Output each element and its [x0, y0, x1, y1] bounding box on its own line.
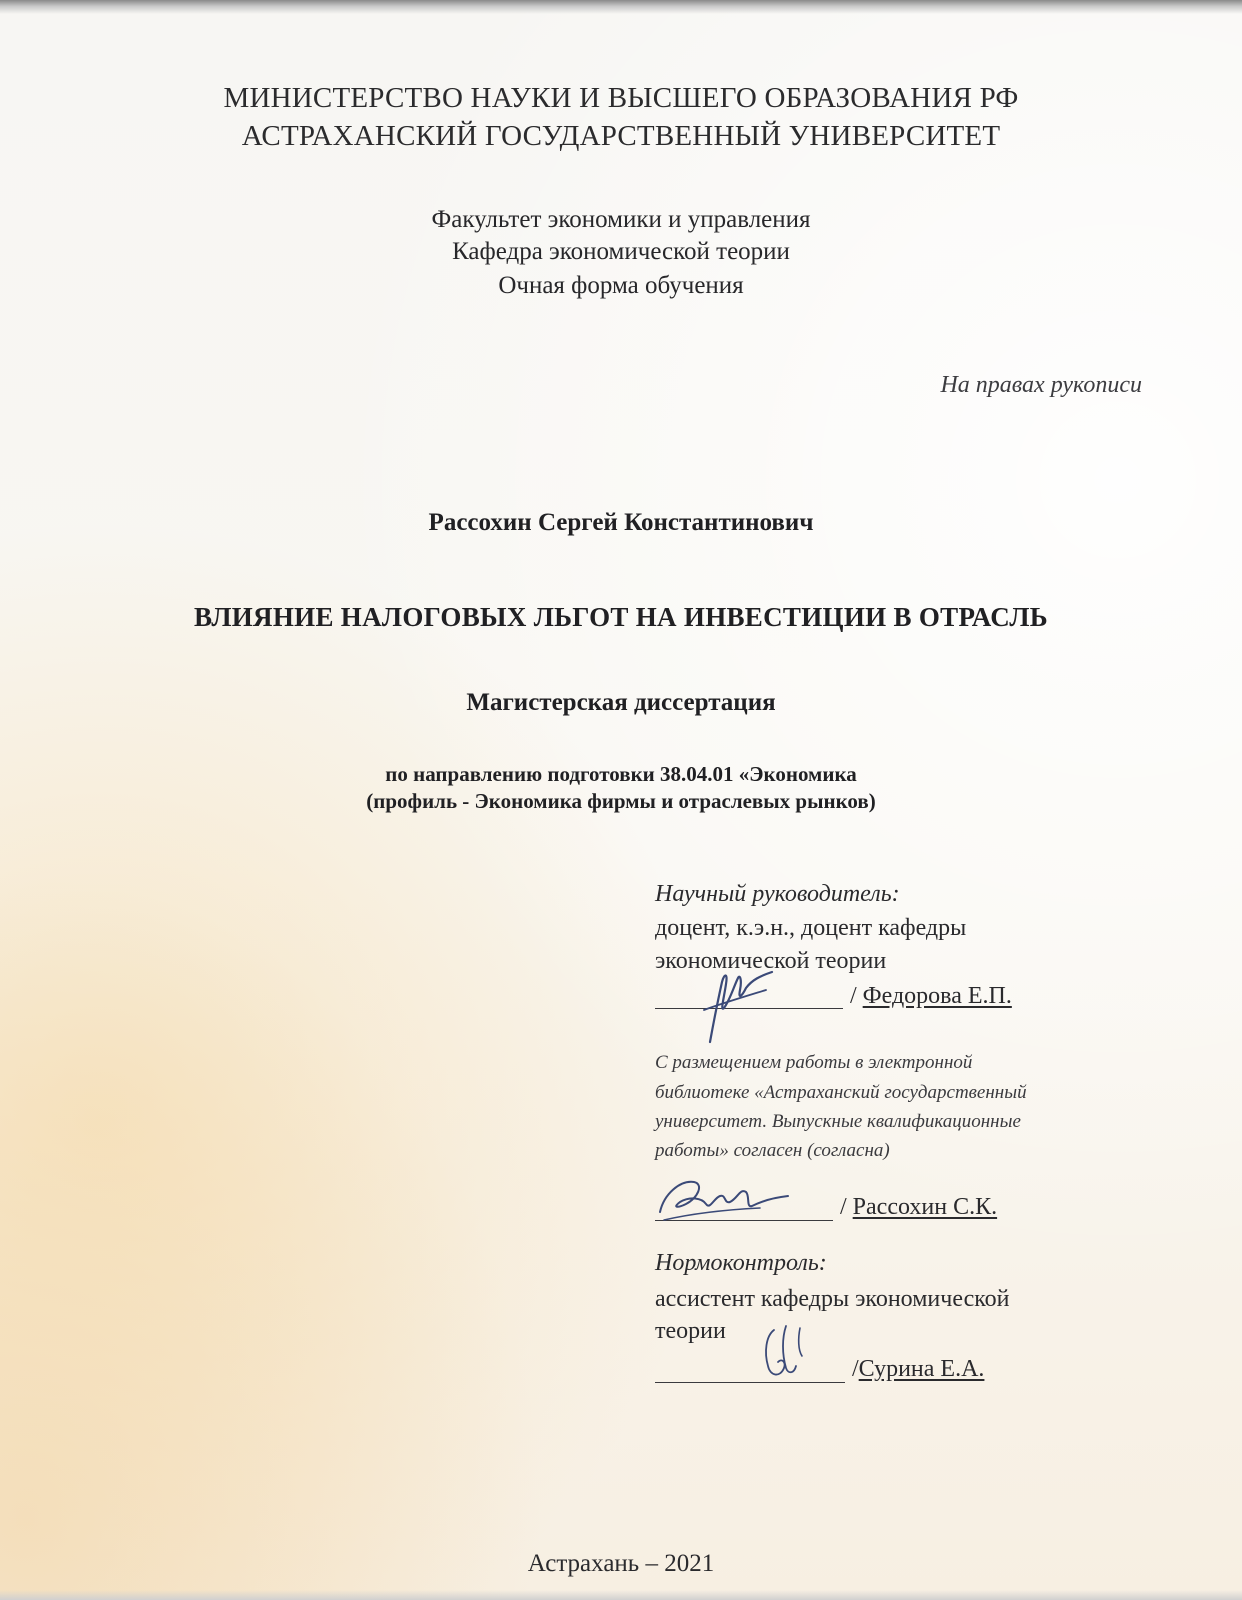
supervisor-label: Научный руководитель: [655, 881, 900, 907]
study-direction: по направлению подготовки 38.04.01 «Экономика [385, 762, 857, 786]
consent-line-4: работы» согласен (согласна) [655, 1140, 890, 1161]
thesis-title: ВЛИЯНИЕ НАЛОГОВЫХ ЛЬГОТ НА ИНВЕСТИЦИИ В ОТРАСЛЬ [194, 602, 1048, 632]
study-profile: (профиль - Экономика фирмы и отраслевых рынков) [366, 789, 876, 813]
faculty-name: Факультет экономики и управления [431, 206, 811, 233]
department-name: Кафедра экономической теории [452, 238, 790, 265]
supervisor-position: доцент, к.э.н., доцент кафедры [655, 915, 967, 941]
slash-separator: / [850, 983, 857, 1009]
normcontrol-position: ассистент кафедры экономической [655, 1286, 1010, 1312]
author-short-name: Рассохин С.К. [852, 1194, 998, 1220]
scan-top-shadow [0, 0, 1242, 14]
consent-line-2: библиотеке «Астраханский государственный [655, 1082, 1027, 1103]
normcontrol-name-row [852, 1356, 984, 1384]
supervisor-department: экономической теории [655, 948, 887, 974]
consent-line-1: С размещением работы в электронной [655, 1052, 973, 1073]
supervisor-name: Федорова Е.П. [862, 983, 1012, 1009]
university-name: АСТРАХАНСКИЙ ГОСУДАРСТВЕННЫЙ УНИВЕРСИТЕТ [241, 120, 1001, 152]
normcontrol-signature-line [655, 1382, 845, 1383]
slash-separator: / [852, 1356, 859, 1382]
author-name-row [840, 1194, 997, 1222]
ministry-name: МИНИСТЕРСТВО НАУКИ И ВЫСШЕГО ОБРАЗОВАНИЯ РФ [223, 82, 1019, 114]
consent-line-3: университет. Выпускные квалификационные [655, 1111, 1021, 1132]
normcontrol-name: Сурина Е.А. [858, 1356, 985, 1382]
supervisor-name-row [850, 983, 1012, 1011]
scan-bottom-shadow [0, 1590, 1242, 1600]
author-name: Рассохин Сергей Константинович [428, 509, 814, 536]
study-form: Очная форма обучения [498, 272, 744, 299]
city-year: Астрахань – 2021 [527, 1550, 715, 1577]
supervisor-signature [680, 950, 790, 1050]
slash-separator: / [840, 1194, 847, 1220]
normcontrol-signature [756, 1318, 816, 1384]
normcontrol-label: Нормоконтроль: [655, 1250, 827, 1276]
author-signature [650, 1168, 800, 1232]
work-type: Магистерская диссертация [466, 689, 776, 716]
manuscript-note: На правах рукописи [940, 372, 1142, 398]
normcontrol-department: теории [655, 1318, 726, 1344]
